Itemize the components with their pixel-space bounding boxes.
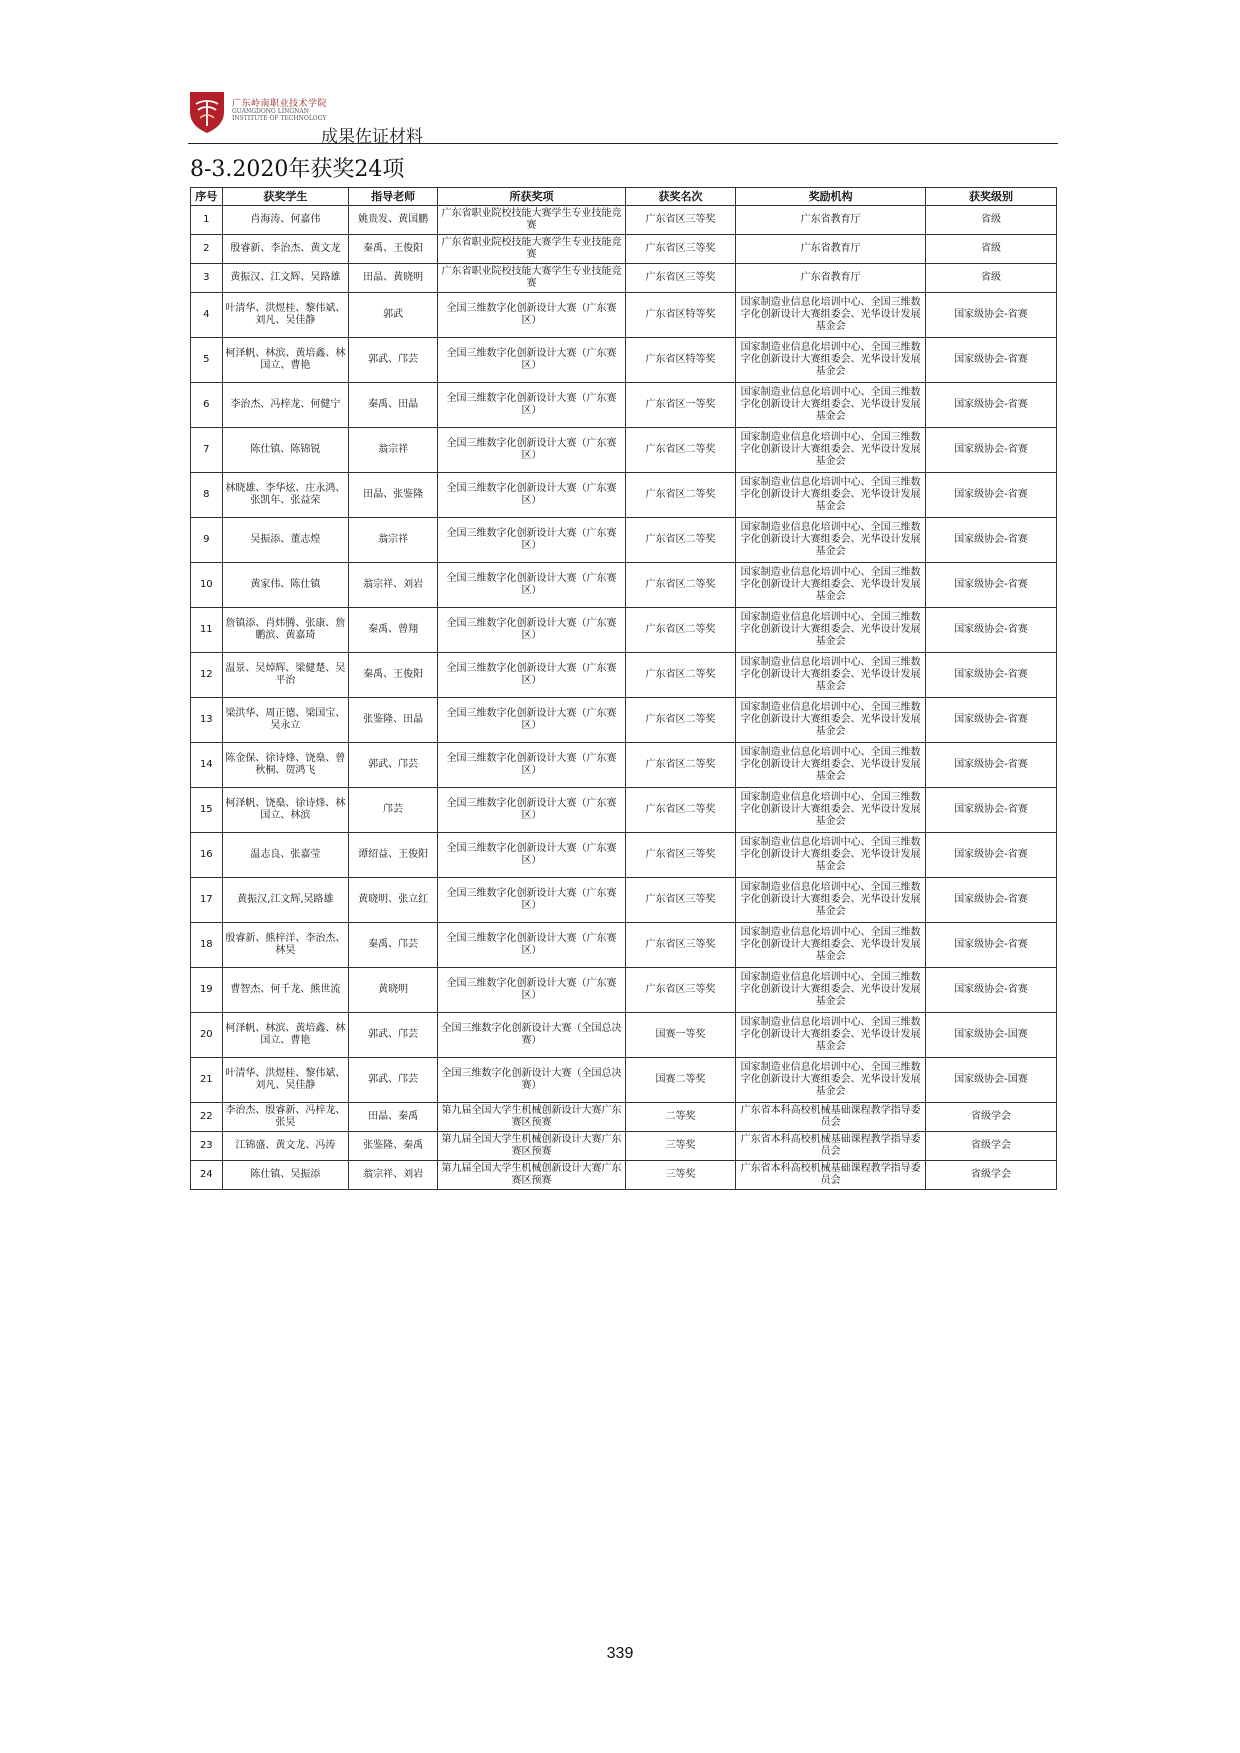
award-level: 省级学会 (925, 1132, 1056, 1161)
advising-teachers: 秦禹、田晶 (349, 383, 438, 428)
column-header: 获奖学生 (222, 188, 348, 206)
award-organization: 国家制造业信息化培训中心、全国三维数字化创新设计大赛组委会、光华设计发展基金会 (736, 698, 926, 743)
row-number: 13 (191, 698, 223, 743)
award-level: 省级 (925, 264, 1056, 293)
award-organization: 国家制造业信息化培训中心、全国三维数字化创新设计大赛组委会、光华设计发展基金会 (736, 968, 926, 1013)
award-organization: 国家制造业信息化培训中心、全国三维数字化创新设计大赛组委会、光华设计发展基金会 (736, 653, 926, 698)
award-students: 詹镇添、肖炜腾、张康、詹鹏滨、黄嘉琦 (222, 608, 348, 653)
award-organization: 广东省教育厅 (736, 235, 926, 264)
header-divider (188, 143, 1058, 144)
school-name-en-line2: INSTITUTE OF TECHNOLOGY (232, 115, 327, 122)
award-name: 第九届全国大学生机械创新设计大赛广东赛区预赛 (438, 1161, 625, 1190)
row-number: 15 (191, 788, 223, 833)
advising-teachers: 张鉴隆、秦禹 (349, 1132, 438, 1161)
award-level: 省级学会 (925, 1161, 1056, 1190)
award-rank: 广东省区一等奖 (625, 383, 736, 428)
row-number: 20 (191, 1013, 223, 1058)
table-row (191, 1161, 1057, 1190)
award-name: 全国三维数字化创新设计大赛（全国总决赛） (438, 1058, 625, 1103)
row-number: 24 (191, 1161, 223, 1190)
award-name: 全国三维数字化创新设计大赛（广东赛区） (438, 473, 625, 518)
award-organization: 国家制造业信息化培训中心、全国三维数字化创新设计大赛组委会、光华设计发展基金会 (736, 608, 926, 653)
table-header-row (191, 188, 1057, 206)
row-number: 10 (191, 563, 223, 608)
table-row (191, 473, 1057, 518)
award-name: 广东省职业院校技能大赛学生专业技能竞赛 (438, 206, 625, 235)
table-row (191, 264, 1057, 293)
advising-teachers: 田晶、张鉴隆 (349, 473, 438, 518)
advising-teachers: 翁宗祥 (349, 428, 438, 473)
award-level: 省级学会 (925, 1103, 1056, 1132)
award-name: 全国三维数字化创新设计大赛（广东赛区） (438, 743, 625, 788)
award-name: 全国三维数字化创新设计大赛（广东赛区） (438, 833, 625, 878)
row-number: 3 (191, 264, 223, 293)
award-level: 省级 (925, 206, 1056, 235)
award-name: 全国三维数字化创新设计大赛（广东赛区） (438, 383, 625, 428)
advising-teachers: 秦禹、曾翔 (349, 608, 438, 653)
advising-teachers: 张鉴隆、田晶 (349, 698, 438, 743)
school-name-en-line1: GUANGDONG LINGNAN (232, 108, 309, 115)
row-number: 7 (191, 428, 223, 473)
award-students: 柯泽帆、林滨、黄培鑫、林国立、曹艳 (222, 338, 348, 383)
award-level: 国家级协会-省赛 (925, 428, 1056, 473)
award-name: 全国三维数字化创新设计大赛（广东赛区） (438, 293, 625, 338)
award-organization: 国家制造业信息化培训中心、全国三维数字化创新设计大赛组委会、光华设计发展基金会 (736, 473, 926, 518)
award-level: 国家级协会-省赛 (925, 698, 1056, 743)
advising-teachers: 田晶、黄晓明 (349, 264, 438, 293)
award-rank: 广东省区三等奖 (625, 833, 736, 878)
award-organization: 国家制造业信息化培训中心、全国三维数字化创新设计大赛组委会、光华设计发展基金会 (736, 743, 926, 788)
award-students: 柯泽帆、林滨、黄培鑫、林国立、曹艳 (222, 1013, 348, 1058)
table-row (191, 698, 1057, 743)
award-rank: 广东省区二等奖 (625, 653, 736, 698)
award-level: 国家级协会-省赛 (925, 878, 1056, 923)
school-name-cn: 广东岭南职业技术学院 (232, 99, 328, 109)
page-number: 339 (606, 1645, 634, 1662)
advising-teachers: 郭武 (349, 293, 438, 338)
award-name: 全国三维数字化创新设计大赛（广东赛区） (438, 338, 625, 383)
award-students: 柯泽帆、饶燊、徐诗烽、林国立、林滨 (222, 788, 348, 833)
table-row (191, 1132, 1057, 1161)
award-rank: 广东省区二等奖 (625, 788, 736, 833)
award-name: 全国三维数字化创新设计大赛（广东赛区） (438, 428, 625, 473)
award-level: 国家级协会-国赛 (925, 1058, 1056, 1103)
row-number: 22 (191, 1103, 223, 1132)
table-row (191, 923, 1057, 968)
award-level: 国家级协会-省赛 (925, 293, 1056, 338)
award-level: 国家级协会-省赛 (925, 473, 1056, 518)
row-number: 9 (191, 518, 223, 563)
award-rank: 广东省区二等奖 (625, 743, 736, 788)
row-number: 18 (191, 923, 223, 968)
award-students: 李治杰、冯梓龙、何健宁 (222, 383, 348, 428)
table-row (191, 1103, 1057, 1132)
award-level: 国家级协会-省赛 (925, 383, 1056, 428)
table-row (191, 293, 1057, 338)
column-header: 奖励机构 (736, 188, 926, 206)
table-row (191, 653, 1057, 698)
row-number: 14 (191, 743, 223, 788)
award-rank: 广东省区二等奖 (625, 563, 736, 608)
award-rank: 广东省区二等奖 (625, 608, 736, 653)
advising-teachers: 田晶、秦禹 (349, 1103, 438, 1132)
award-students: 叶清华、洪煜桂、黎伟斌、刘凡、吴佳静 (222, 293, 348, 338)
award-rank: 国赛一等奖 (625, 1013, 736, 1058)
award-name: 第九届全国大学生机械创新设计大赛广东赛区预赛 (438, 1132, 625, 1161)
award-students: 陈仕镇、陈锦锐 (222, 428, 348, 473)
advising-teachers: 黄晓明 (349, 968, 438, 1013)
award-students: 黄振汉,江文辉,吴路雄 (222, 878, 348, 923)
award-students: 黄振汉、江文辉、吴路雄 (222, 264, 348, 293)
table-row (191, 608, 1057, 653)
section-title: 8-3.2020年获奖24项 (190, 157, 405, 182)
award-level: 国家级协会-省赛 (925, 743, 1056, 788)
advising-teachers: 秦禹、王俊阳 (349, 653, 438, 698)
award-rank: 三等奖 (625, 1161, 736, 1190)
award-organization: 国家制造业信息化培训中心、全国三维数字化创新设计大赛组委会、光华设计发展基金会 (736, 518, 926, 563)
award-students: 江锦盛、黄文龙、冯涛 (222, 1132, 348, 1161)
advising-teachers: 谭绍益、王俊阳 (349, 833, 438, 878)
row-number: 21 (191, 1058, 223, 1103)
award-rank: 广东省区三等奖 (625, 264, 736, 293)
advising-teachers: 秦禹、邝芸 (349, 923, 438, 968)
award-name: 全国三维数字化创新设计大赛（广东赛区） (438, 563, 625, 608)
advising-teachers: 秦禹、王俊阳 (349, 235, 438, 264)
award-name: 广东省职业院校技能大赛学生专业技能竞赛 (438, 264, 625, 293)
award-level: 国家级协会-省赛 (925, 608, 1056, 653)
table-row (191, 833, 1057, 878)
award-rank: 广东省区三等奖 (625, 206, 736, 235)
awards-table (190, 187, 1057, 1190)
award-organization: 国家制造业信息化培训中心、全国三维数字化创新设计大赛组委会、光华设计发展基金会 (736, 923, 926, 968)
award-organization: 广东省本科高校机械基础课程教学指导委员会 (736, 1161, 926, 1190)
table-row (191, 338, 1057, 383)
advising-teachers: 邝芸 (349, 788, 438, 833)
award-rank: 广东省区三等奖 (625, 968, 736, 1013)
row-number: 17 (191, 878, 223, 923)
award-rank: 国赛二等奖 (625, 1058, 736, 1103)
award-organization: 广东省教育厅 (736, 206, 926, 235)
award-name: 第九届全国大学生机械创新设计大赛广东赛区预赛 (438, 1103, 625, 1132)
award-name: 全国三维数字化创新设计大赛（广东赛区） (438, 968, 625, 1013)
award-students: 殷睿新、李治杰、黄文龙 (222, 235, 348, 264)
table-row (191, 743, 1057, 788)
award-level: 国家级协会-省赛 (925, 563, 1056, 608)
award-name: 全国三维数字化创新设计大赛（广东赛区） (438, 788, 625, 833)
table-row (191, 563, 1057, 608)
award-name: 全国三维数字化创新设计大赛（广东赛区） (438, 653, 625, 698)
column-header: 指导老师 (349, 188, 438, 206)
row-number: 1 (191, 206, 223, 235)
award-organization: 广东省本科高校机械基础课程教学指导委员会 (736, 1132, 926, 1161)
award-organization: 国家制造业信息化培训中心、全国三维数字化创新设计大赛组委会、光华设计发展基金会 (736, 428, 926, 473)
award-organization: 国家制造业信息化培训中心、全国三维数字化创新设计大赛组委会、光华设计发展基金会 (736, 1058, 926, 1103)
award-organization: 国家制造业信息化培训中心、全国三维数字化创新设计大赛组委会、光华设计发展基金会 (736, 563, 926, 608)
row-number: 2 (191, 235, 223, 264)
table-row (191, 428, 1057, 473)
award-level: 国家级协会-国赛 (925, 1013, 1056, 1058)
header-label: 成果佐证材料 (321, 127, 423, 147)
column-header: 序号 (191, 188, 223, 206)
advising-teachers: 黄晓明、张立红 (349, 878, 438, 923)
award-name: 广东省职业院校技能大赛学生专业技能竞赛 (438, 235, 625, 264)
award-organization: 国家制造业信息化培训中心、全国三维数字化创新设计大赛组委会、光华设计发展基金会 (736, 788, 926, 833)
table-body (191, 206, 1057, 1190)
award-students: 吴振添、董志煌 (222, 518, 348, 563)
row-number: 4 (191, 293, 223, 338)
table-row (191, 1013, 1057, 1058)
award-level: 国家级协会-省赛 (925, 923, 1056, 968)
award-level: 国家级协会-省赛 (925, 968, 1056, 1013)
award-organization: 国家制造业信息化培训中心、全国三维数字化创新设计大赛组委会、光华设计发展基金会 (736, 878, 926, 923)
table-row (191, 788, 1057, 833)
page-header (188, 86, 1058, 147)
award-level: 国家级协会-省赛 (925, 338, 1056, 383)
award-students: 殷睿新、熊梓洋、李治杰、林昊 (222, 923, 348, 968)
table-row (191, 518, 1057, 563)
row-number: 12 (191, 653, 223, 698)
award-name: 全国三维数字化创新设计大赛（广东赛区） (438, 923, 625, 968)
award-rank: 广东省区二等奖 (625, 698, 736, 743)
award-level: 国家级协会-省赛 (925, 833, 1056, 878)
row-number: 8 (191, 473, 223, 518)
table-row (191, 1058, 1057, 1103)
award-organization: 国家制造业信息化培训中心、全国三维数字化创新设计大赛组委会、光华设计发展基金会 (736, 383, 926, 428)
award-rank: 广东省区二等奖 (625, 473, 736, 518)
award-rank: 广东省区二等奖 (625, 428, 736, 473)
award-rank: 广东省区特等奖 (625, 293, 736, 338)
school-logo-icon (188, 90, 226, 134)
award-organization: 广东省本科高校机械基础课程教学指导委员会 (736, 1103, 926, 1132)
award-rank: 二等奖 (625, 1103, 736, 1132)
award-name: 全国三维数字化创新设计大赛（广东赛区） (438, 878, 625, 923)
award-students: 梁洪华、周正德、梁国宝、吴永立 (222, 698, 348, 743)
advising-teachers: 翁宗祥、刘岩 (349, 1161, 438, 1190)
row-number: 11 (191, 608, 223, 653)
row-number: 5 (191, 338, 223, 383)
award-students: 陈仕镇、吴振添 (222, 1161, 348, 1190)
award-organization: 国家制造业信息化培训中心、全国三维数字化创新设计大赛组委会、光华设计发展基金会 (736, 338, 926, 383)
award-rank: 广东省区三等奖 (625, 235, 736, 264)
column-header: 所获奖项 (438, 188, 625, 206)
table-row (191, 206, 1057, 235)
award-name: 全国三维数字化创新设计大赛（广东赛区） (438, 608, 625, 653)
award-level: 国家级协会-省赛 (925, 518, 1056, 563)
advising-teachers: 翁宗祥、刘岩 (349, 563, 438, 608)
row-number: 16 (191, 833, 223, 878)
table-row (191, 235, 1057, 264)
award-organization: 国家制造业信息化培训中心、全国三维数字化创新设计大赛组委会、光华设计发展基金会 (736, 293, 926, 338)
award-rank: 广东省区三等奖 (625, 878, 736, 923)
award-rank: 三等奖 (625, 1132, 736, 1161)
table-row (191, 878, 1057, 923)
column-header: 获奖级别 (925, 188, 1056, 206)
table-row (191, 383, 1057, 428)
award-students: 叶清华、洪煜桂、黎伟斌、刘凡、吴佳静 (222, 1058, 348, 1103)
award-level: 国家级协会-省赛 (925, 653, 1056, 698)
award-rank: 广东省区三等奖 (625, 923, 736, 968)
award-level: 国家级协会-省赛 (925, 788, 1056, 833)
award-name: 全国三维数字化创新设计大赛（广东赛区） (438, 518, 625, 563)
award-students: 陈金保、徐诗烽、饶燊、曾秋桐、贺鸿飞 (222, 743, 348, 788)
award-organization: 国家制造业信息化培训中心、全国三维数字化创新设计大赛组委会、光华设计发展基金会 (736, 1013, 926, 1058)
column-header: 获奖名次 (625, 188, 736, 206)
award-organization: 国家制造业信息化培训中心、全国三维数字化创新设计大赛组委会、光华设计发展基金会 (736, 833, 926, 878)
award-name: 全国三维数字化创新设计大赛（全国总决赛） (438, 1013, 625, 1058)
award-students: 温景、吴焯辉、梁健楚、吴平治 (222, 653, 348, 698)
award-rank: 广东省区特等奖 (625, 338, 736, 383)
award-organization: 广东省教育厅 (736, 264, 926, 293)
award-students: 黄家伟、陈仕镇 (222, 563, 348, 608)
award-name: 全国三维数字化创新设计大赛（广东赛区） (438, 698, 625, 743)
row-number: 19 (191, 968, 223, 1013)
award-students: 温志良、张嘉莹 (222, 833, 348, 878)
award-students: 肖海涛、何嘉伟 (222, 206, 348, 235)
advising-teachers: 翁宗祥 (349, 518, 438, 563)
advising-teachers: 郭武、邝芸 (349, 1058, 438, 1103)
award-students: 曹智杰、何千龙、熊世流 (222, 968, 348, 1013)
row-number: 6 (191, 383, 223, 428)
advising-teachers: 郭武、邝芸 (349, 1013, 438, 1058)
award-rank: 广东省区二等奖 (625, 518, 736, 563)
award-students: 林晓雄、李华炫、庄永鸿、张凯年、张益荣 (222, 473, 348, 518)
advising-teachers: 姚贵发、黄国鹏 (349, 206, 438, 235)
advising-teachers: 郭武、邝芸 (349, 338, 438, 383)
row-number: 23 (191, 1132, 223, 1161)
award-level: 省级 (925, 235, 1056, 264)
table-row (191, 968, 1057, 1013)
advising-teachers: 郭武、邝芸 (349, 743, 438, 788)
award-students: 李治杰、殷睿新、冯梓龙、张昊 (222, 1103, 348, 1132)
